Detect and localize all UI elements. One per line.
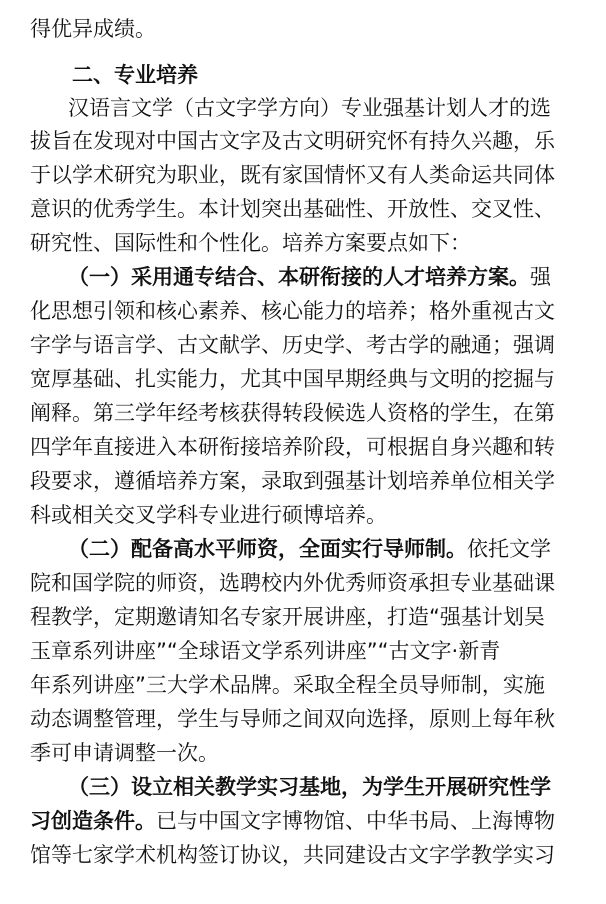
subheading-2: （二）配备高水平师资，全面实行导师制。 (68, 537, 467, 561)
text-line: 字学与语言学、古文献学、历史学、考古学的融通；强调 (30, 333, 555, 357)
text-line: 馆等七家学术机构签订协议，共同建设古文字学教学实习 (30, 843, 555, 867)
section-heading: 二、专业培养 (72, 63, 198, 87)
text-line: 拔旨在发现对中国古文字及古文明研究怀有持久兴趣，乐 (30, 129, 555, 153)
text-line: 研究性、国际性和个性化。培养方案要点如下： (30, 231, 471, 255)
text-line: 于以学术研究为职业，既有家国情怀又有人类命运共同体 (30, 163, 555, 187)
text-line: 四学年直接进入本研衔接培养阶段，可根据自身兴趣和转 (30, 435, 555, 459)
paragraph-3-line (30, 806, 606, 836)
text-run: 已与中国文字博物馆、中华书局、上海博物 (156, 809, 555, 833)
text-line: 年系列讲座”三大学术品牌。采取全程全员导师制，实施 (30, 673, 545, 697)
text-line: 阐释。第三学年经考核获得转段候选人资格的学生，在第 (30, 401, 555, 425)
text-run: 强 (530, 265, 551, 289)
text-line: 意识的优秀学生。本计划突出基础性、开放性、交叉性、 (30, 197, 555, 221)
text-line: 汉语言文学（古文字学方向）专业强基计划人才的选 (68, 96, 551, 120)
text-line: 动态调整管理，学生与导师之间双向选择，原则上每年秋 (30, 707, 555, 731)
text-line: 得优异成绩。 (30, 17, 156, 41)
text-line: 科或相关交叉学科专业进行硕博培养。 (30, 503, 387, 527)
subheading-1: （一）采用通专结合、本研衔接的人才培养方案。 (68, 265, 530, 289)
text-line: 宽厚基础、扎实能力，尤其中国早期经典与文明的挖掘与 (30, 367, 555, 391)
paragraph-2-line (68, 534, 606, 564)
text-line: 化思想引领和核心素养、核心能力的培养；格外重视古文 (30, 299, 555, 323)
text-line: 玉章系列讲座”“全球语文学系列讲座”“古文字·新青 (30, 639, 501, 663)
text-run: 依托文学 (467, 537, 551, 561)
text-line: 段要求，遵循培养方案，录取到强基计划培养单位相关学 (30, 469, 555, 493)
text-line: 程教学，定期邀请知名专家开展讲座，打造“强基计划吴 (30, 605, 545, 629)
text-line: 季可申请调整一次。 (30, 741, 219, 765)
subheading-3: （三）设立相关教学实习基地，为学生开展研究性学 (68, 775, 551, 799)
text-line: 院和国学院的师资，选聘校内外优秀师资承担专业基础课 (30, 571, 555, 595)
paragraph-1-line (68, 262, 606, 292)
subheading-3-end: 习创造条件。 (30, 809, 156, 833)
